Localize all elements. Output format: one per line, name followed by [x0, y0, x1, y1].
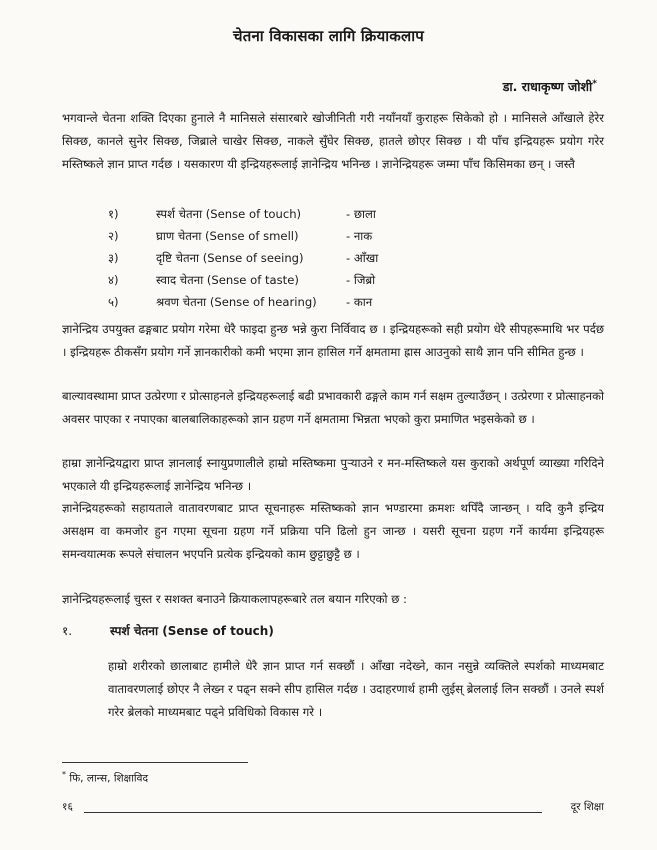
footnote-text: फि, लान्स, शिक्षाविद: [69, 772, 149, 785]
paragraph-activities-intro: ज्ञानेन्द्रियहरूलाई चुस्त र सशक्त बनाउने क्रियाकलापहरूबारे तल बयान गरिएको छ :: [62, 592, 407, 606]
footer-rule: [84, 812, 542, 813]
list-item: ३) दृष्टि चेतना (Sense of seeing) - आँखा: [108, 251, 379, 265]
list-item: ५) श्रवण चेतना (Sense of hearing) - कान: [108, 295, 373, 309]
page-number: १६: [62, 801, 73, 813]
footnote-divider: [62, 762, 248, 763]
paragraph-information: ज्ञानेन्द्रियहरूको सहायताले वातावरणबाट प्राप्त सूचनाहरू मस्तिष्कको ज्ञान भण्डारमा क्रमशः थपिँदै जान्छन् । यदि कुनै इन्द्रिय असक्षम वा कमजोर हुन गएमा सूचना ग्रहण गर्ने प्रक्रिया पनि ढिलो हुन जान्छ । यसरी सूचना ग्रहण गर्ने कार्यमा इन्द्रियहरू समन्वयात्मक रूपले संचालन भएपनि प्रत्येक इन्द्रियको काम छुट्टाछुट्टै छ ।: [62, 501, 604, 561]
paragraph-childhood: बाल्यावस्थामा प्राप्त उत्प्रेरणा र प्रोत्साहनले इन्द्रियहरूलाई बढी प्रभावकारी ढङ्गले काम गर्न सक्षम तुल्याउँछन् । उत्प्रेरणा र प्रोत्साहनको अवसर पाएका र नपाएका बालबालिकाहरूको ज्ञान ग्रहण गर्ने क्षमतामा भिन्नता भएको कुरा प्रमाणित भइसकेको छ ।: [62, 389, 604, 426]
author-name: डा. राधाकृष्ण जोशी: [502, 79, 593, 94]
page-footer: [62, 800, 604, 822]
list-item: ४) स्वाद चेतना (Sense of taste) - जिब्रो: [108, 273, 376, 287]
list-item: १) स्पर्श चेतना (Sense of touch) - छाला: [108, 207, 376, 221]
section-touch-body: हाम्रो शरीरको छालाबाट हामीले धेरै ज्ञान प्राप्त गर्न सक्छौं । आँखा नदेख्ने, कान नसुन्ने व्यक्तिले स्पर्शको माध्यमबाट वातावरणलाई छोएर नै लेख्न र पढ्न सक्ने सीप हासिल गर्दछ । उदाहरणार्थ हामी लुईस् ब्रेललाई लिन सक्छौं । उनले स्पर्श गरेर ब्रेलको माध्यमबाट पढ्ने प्रविधिको विकास गरे ।: [108, 659, 604, 719]
article-title: चेतना विकासका लागि क्रियाकलाप: [233, 27, 424, 45]
paragraph-usage: ज्ञानेन्द्रिय उपयुक्त ढङ्गबाट प्रयोग गरेमा धेरै फाइदा हुन्छ भन्ने कुरा निर्विवाद छ । इन्द्रियहरूको सही प्रयोग धेरै सीपहरूमाथि भर पर्दछ । इन्द्रियहरू ठीकसँग प्रयोग गर्ने ज्ञानकारीको कमी भएमा ज्ञान हासिल गर्ने क्षमतामा ह्रास आउनुको साथै ज्ञान पनि सीमित हुन्छ ।: [62, 322, 604, 359]
senses-list: [108, 203, 468, 313]
section-heading-touch: १. स्पर्श चेतना (Sense of touch): [62, 624, 274, 638]
footnote-marker: *: [62, 770, 66, 779]
footnote: [62, 770, 148, 786]
paragraph-nervous-system: हाम्रा ज्ञानेन्द्रियद्वारा प्राप्त ज्ञानलाई स्नायुप्रणालीले हाम्रो मस्तिष्कमा पुऱ्याउने र मन-मस्तिष्कले यस कुराको अर्थपूर्ण व्याख्या गरिदिने भएकाले यी इन्द्रियहरूलाई ज्ञानेन्द्रिय भनिन्छ ।: [62, 456, 604, 493]
author-line: [503, 78, 597, 95]
list-item: २) घ्राण चेतना (Sense of smell) - नाक: [108, 229, 373, 243]
author-footnote-marker: *: [592, 78, 597, 89]
intro-paragraph: भगवान्ले चेतना शक्ति दिएका हुनाले नै मानिसले संसारबारे खोजीनिती गरी नयाँनयाँ कुराहरू सिकेको हो । मानिसले आँखाले हेरेर सिक्छ, कानले सुनेर सिक्छ, जिब्राले चाखेर सिक्छ, नाकले सुँघेर सिक्छ, हातले छोएर सिक्छ । यी पाँच इन्द्रियहरू प्रयोग गरेर मस्तिष्कले ज्ञान प्राप्त गर्दछ । यसकारण यी इन्द्रियहरूलाई ज्ञानेन्द्रिय भनिन्छ । ज्ञानेन्द्रियहरू जम्मा पाँच किसिमका छन् । जस्तै: [62, 111, 604, 171]
journal-name: दूर शिक्षा: [570, 801, 604, 813]
